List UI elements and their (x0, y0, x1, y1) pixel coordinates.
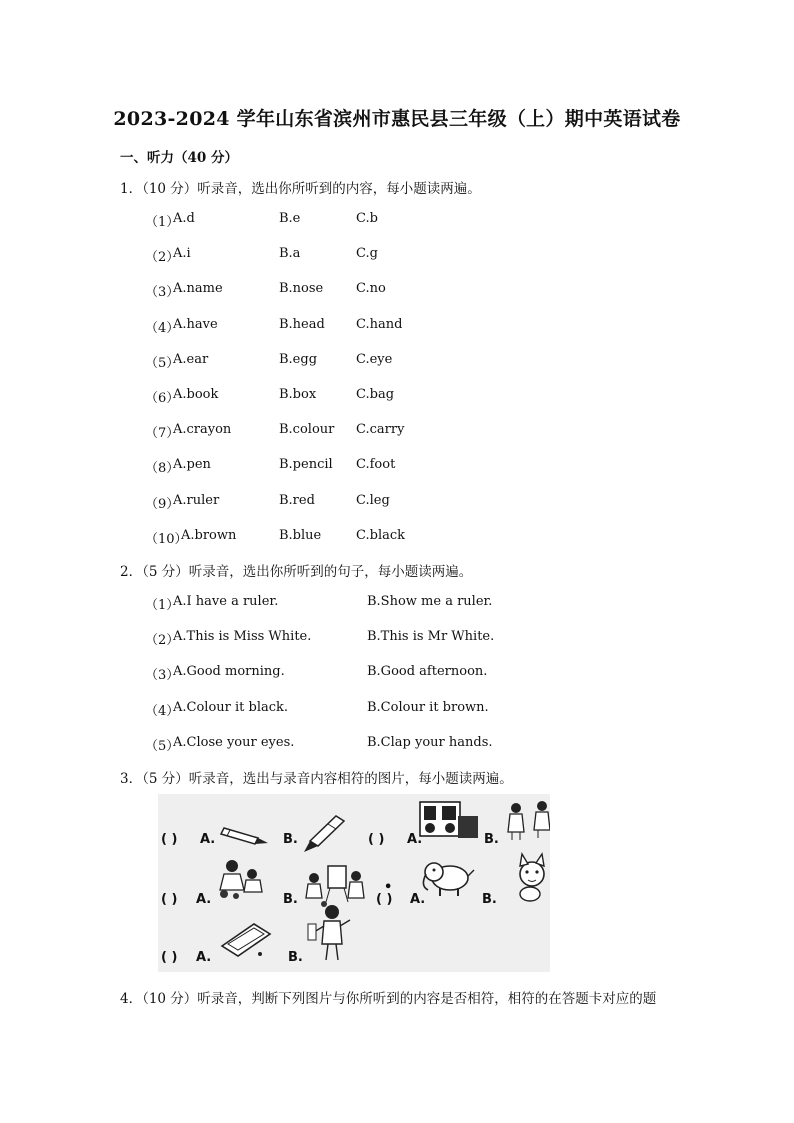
pencil-icon (221, 828, 268, 844)
q1-item-number: （7） (145, 426, 180, 442)
school-scene-icon (420, 802, 478, 838)
question-2-stem: 2．（5 分）听录音，选出你所听到的句子，每小题读两遍。 (120, 564, 473, 580)
q2-item-number: （3） (145, 668, 180, 684)
q1-option-c: C.eye (356, 351, 393, 367)
q1-option-b: B.red (279, 492, 315, 508)
q1-option-a: A.name (173, 281, 223, 297)
question-3-illustrations (158, 794, 550, 972)
q1-option-a: A.have (173, 316, 218, 332)
q1-item-number: （4） (145, 320, 180, 336)
q1-item-number: （5） (145, 355, 180, 371)
q3-blank-4[interactable]: ( ) (376, 892, 393, 907)
q3-option-b-label: B. (283, 892, 298, 907)
q2-item-number: （5） (145, 738, 180, 754)
cat-icon (520, 854, 544, 901)
q1-option-b: B.blue (279, 527, 322, 543)
q1-option-c: C.black (356, 527, 406, 543)
q2-option-b: B.Clap your hands. (367, 734, 493, 750)
q2-item-number: （2） (145, 633, 180, 649)
question-1-stem: 1．（10 分）听录音，选出你所听到的内容，每小题读两遍。 (120, 181, 481, 197)
q1-option-c: C.leg (356, 492, 390, 508)
q3-option-a-label: A. (196, 892, 212, 907)
q1-item-number: （9） (145, 496, 180, 512)
q2-item-number: （1） (145, 598, 180, 613)
q2-item-number: （4） (145, 703, 180, 719)
q2-option-b: B.Show me a ruler. (367, 594, 493, 609)
q1-option-b: B.box (279, 387, 317, 402)
q1-item-number: （1） (145, 215, 180, 230)
q3-option-a-label: A. (196, 950, 212, 965)
q2-option-b: B.This is Mr White. (367, 629, 495, 645)
q1-option-a: A.brown (181, 527, 237, 543)
q1-option-c: C.b (356, 211, 378, 226)
q1-item-number: （10） (145, 531, 188, 547)
section-listening-heading: 一、听力（40 分） (120, 150, 238, 166)
q1-option-c: C.no (356, 281, 386, 297)
q1-option-a: A.i (173, 246, 191, 262)
q2-option-a: A.Colour it black. (173, 699, 289, 715)
q1-option-b: B.nose (279, 281, 324, 297)
q1-option-a: A.d (173, 211, 195, 226)
q3-blank-3[interactable]: ( ) (161, 892, 178, 907)
q1-option-c: C.bag (356, 387, 395, 402)
q3-option-b-label: B. (283, 832, 298, 847)
boy-showing-icon (308, 905, 350, 960)
question-3-stem: 3．（5 分）听录音，选出与录音内容相符的图片，每小题读两遍。 (120, 771, 513, 787)
q2-option-b: B.Colour it brown. (367, 699, 489, 715)
q3-option-b-label: B. (482, 892, 497, 907)
question-4-stem: 4．（10 分）听录音，判断下列图片与你所听到的内容是否相符，相符的在答题卡对应的题 (120, 991, 657, 1007)
q1-option-a: A.crayon (173, 422, 232, 438)
q2-option-a: A.Close your eyes. (173, 734, 295, 750)
q1-option-c: C.carry (356, 422, 405, 438)
children-playing-icon (220, 860, 262, 899)
q3-option-a-label: A. (200, 832, 216, 847)
q1-option-b: B.egg (279, 351, 318, 367)
q1-option-c: C.foot (356, 457, 396, 473)
children-drawing-icon (306, 866, 364, 907)
q2-option-b: B.Good afternoon. (367, 664, 488, 680)
q1-option-c: C.hand (356, 316, 403, 332)
q1-option-c: C.g (356, 246, 378, 262)
q1-option-b: B.pencil (279, 457, 333, 473)
elephant-icon (423, 863, 474, 896)
q2-option-a: A.Good morning. (173, 664, 285, 680)
q1-item-number: （3） (145, 285, 180, 301)
q1-item-number: （2） (145, 250, 180, 266)
q1-option-a: A.book (173, 387, 219, 402)
q3-blank-1[interactable]: ( ) (161, 832, 178, 847)
q3-option-b-label: B. (288, 950, 303, 965)
q1-option-a: A.pen (173, 457, 211, 473)
pen-icon (304, 816, 344, 852)
q2-option-a: A.I have a ruler. (173, 594, 279, 609)
q3-option-a-label: A. (410, 892, 426, 907)
q1-option-b: B.colour (279, 422, 335, 438)
q1-item-number: （8） (145, 461, 180, 477)
q3-option-b-label: B. (484, 832, 499, 847)
question-3-picture-panel (158, 794, 550, 972)
q1-option-b: B.e (279, 211, 301, 226)
two-children-icon (508, 801, 550, 840)
q3-dot: • (384, 880, 393, 895)
q1-option-b: B.a (279, 246, 301, 262)
q1-option-b: B.head (279, 316, 325, 332)
q1-option-a: A.ear (173, 351, 209, 367)
q3-option-a-label: A. (407, 832, 423, 847)
q1-option-a: A.ruler (173, 492, 220, 508)
exam-title: 2023-2024 学年山东省滨州市惠民县三年级（上）期中英语试卷 (113, 108, 681, 130)
pencil-case-icon (222, 924, 270, 956)
q3-blank-5[interactable]: ( ) (161, 950, 178, 965)
q1-item-number: （6） (145, 391, 180, 406)
q3-blank-2[interactable]: ( ) (368, 832, 385, 847)
q2-option-a: A.This is Miss White. (173, 629, 312, 645)
